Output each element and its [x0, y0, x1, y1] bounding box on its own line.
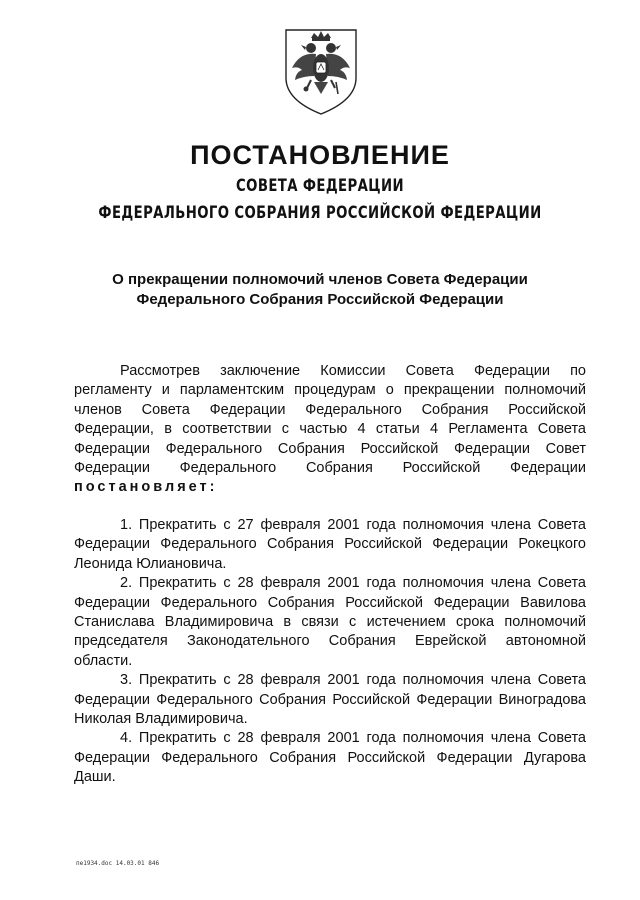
- preamble: [74, 362, 586, 498]
- list-item: 1. Прекратить с 27 февраля 2001 года полномочия члена Совета Федерации Федерального Собрания Российской Федерации Рокецкого Леонида Юлиановича.: [74, 517, 586, 572]
- list-item: 3. Прекратить с 28 февраля 2001 года полномочия члена Совета Федерации Федерального Собрания Российской Федерации Виноградова Николая Владимировича.: [74, 672, 586, 728]
- resolution-heading: [60, 270, 580, 310]
- preamble-text: Рассмотрев заключение Комиссии Совета Федерации по регламенту и парламентским процедурам о прекращении полномочий членов Совета Федерации Федерального Собрания Российской Федерации, в соответствии с частью 4 статьи 4 Регламента Совета Федерации Федерального Собрания Российской Федерации Совет Федерации Федерального Собрания Российской Федерации: [74, 363, 586, 477]
- issuer-line-1: СОВЕТА ФЕДЕРАЦИИ: [236, 176, 404, 196]
- resolves-word: постановляет:: [74, 479, 218, 496]
- file-reference: пе1934.doc 14.03.01 846: [76, 860, 160, 867]
- list-item: 4. Прекратить с 28 февраля 2001 года полномочия члена Совета Федерации Федерального Собрания Российской Федерации Дугарова Даши.: [74, 730, 586, 786]
- issuer-line-2: ФЕДЕРАЛЬНОГО СОБРАНИЯ РОССИЙСКОЙ ФЕДЕРАЦИИ: [98, 203, 542, 223]
- document-title: ПОСТАНОВЛЕНИЕ: [190, 140, 450, 170]
- list-item: 2. Прекратить с 28 февраля 2001 года полномочия члена Совета Федерации Федерального Собрания Российской Федерации Вавилова Станислава Владимировича в связи с истечением срока полномочий председателя Законодательного Собрания Еврейской автономной области.: [74, 575, 586, 669]
- heading-line-2: Федерального Собрания Российской Федерации: [136, 291, 504, 308]
- resolution-items: [74, 516, 586, 788]
- preamble-paragraph: [74, 362, 586, 498]
- coat-of-arms-icon: [278, 26, 364, 116]
- heading-line-1: О прекращении полномочий членов Совета Федерации: [112, 271, 528, 288]
